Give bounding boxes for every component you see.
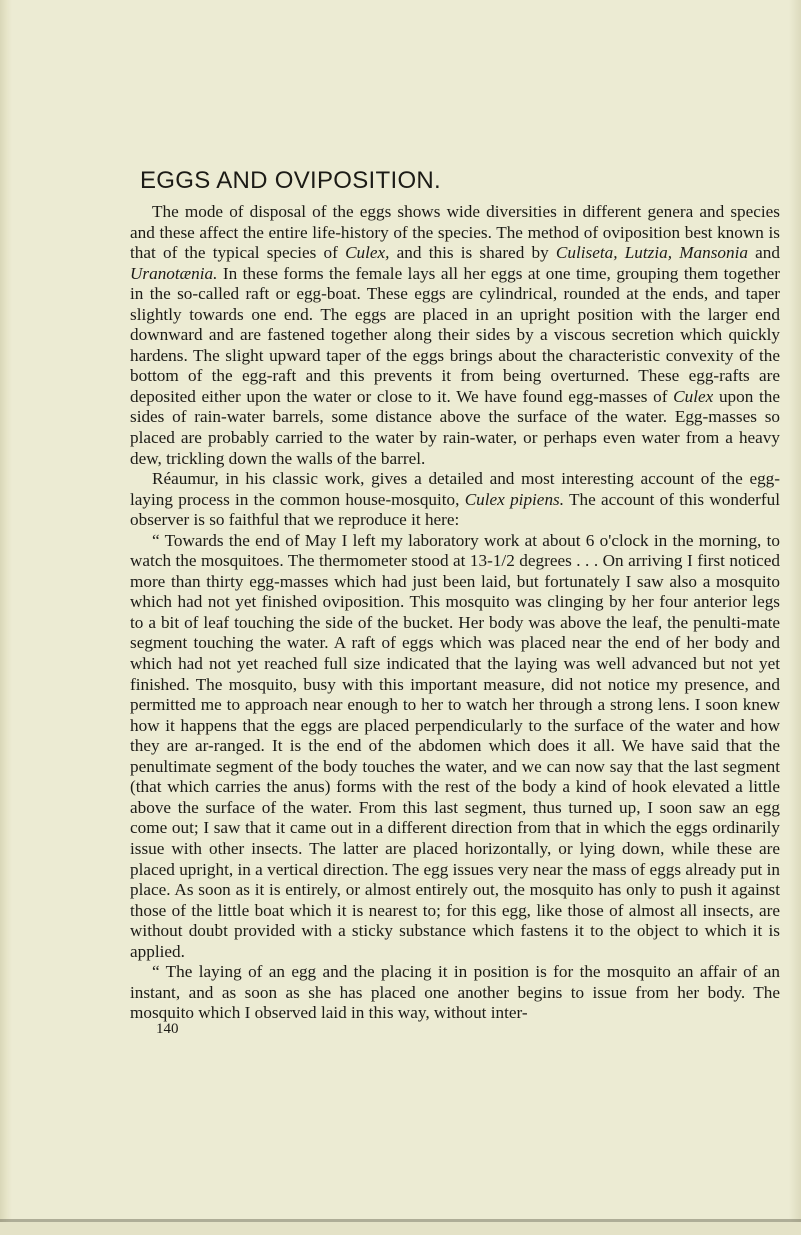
italic-term: Uranotænia. xyxy=(130,263,218,283)
italic-term: Culiseta, Lutzia, Mansonia xyxy=(555,243,748,263)
text-run: and this is shared by xyxy=(389,243,556,263)
text-run: and xyxy=(747,243,780,263)
italic-term: Culex pipiens. xyxy=(464,489,565,509)
text-run: Réaumur, in his classic work, gives a detailed and most interesting account of the egg-laying process in the common house-mosquito, xyxy=(130,469,780,509)
page-body xyxy=(130,166,780,1024)
text-run: The mode of disposal of the eggs shows wide diversities in different genera and species and these affect the entire life-history of the species. The method of oviposition best known is that of the typical species of xyxy=(130,202,780,263)
text-run: “ The laying of an egg and the placing it in position is for the mosquito an affair of an instant, and as soon as she has placed one another begins to issue from her body. The mosquito which I observed laid in this way, without inter- xyxy=(130,962,780,1023)
text-run: “ Towards the end of May I left my laboratory work at about 6 o'clock in the morning, to watch the mosquitoes. The thermometer stood at 13-1/2 degrees . . . On arriving I first noticed more than thirty egg-masses which had just been laid, but fortunately I saw also a mosquito which had not yet finished oviposition. This mosquito was clinging by her four anterior legs to a bit of leaf touching the side of the bucket. Her body was above the leaf, the penulti-mate segment touching the water. A raft of eggs which was placed near the end of her body and which had not yet reached full size indicated that the laying was well advanced but not yet finished. The mosquito, busy with this important measure, did not notice my presence, and permitted me to approach near enough to her to watch her through a strong lens. I soon knew how it happens that the eggs are placed perpendicularly to the surface of the water and how they are ar-ranged. It is the end of the abdomen which does it all. We have said that the penultimate segment of the body touches the water, and we can now say that the last segment (that which carries the anus) forms with the rest of the body a kind of hook elevated a little above the surface of the water. From this last segment, thus turned up, I soon saw an egg come out; I saw that it came out in a different direction from that in which the eggs ordinarily issue with other insects. The latter are placed horizontally, or lying down, while these are placed upright, in a vertical direction. The egg issues very near the mass of eggs already put in place. As soon as it is entirely, or almost entirely out, the mosquito has only to push it against those of the little boat which it is nearest to; for this egg, like those of almost all insects, are without doubt provided with a sticky substance which fastens it to the object to which it is applied. xyxy=(130,530,780,961)
paragraph-2 xyxy=(130,469,780,531)
italic-term: Culex, xyxy=(345,243,390,263)
text-run: The account of this wonderful observer is so faithful that we reproduce it here: xyxy=(130,489,780,530)
text-run: In these forms the female lays all her eggs at one time, grouping them together in the so-called raft or egg-boat. These eggs are cylindrical, rounded at the ends, and taper slightly towards one end. The eggs are placed in an upright position with the larger end downward and are fastened together along their sides by a viscous secretion which quickly hardens. The slight upward taper of the eggs brings about the characteristic convexity of the bottom of the egg-raft and this prevents it from being overturned. These egg-rafts are deposited either upon the water or close to it. We have found egg-masses of xyxy=(130,263,780,406)
page-edge-right xyxy=(789,0,801,1235)
italic-term: Culex xyxy=(673,386,714,406)
page-number: 140 xyxy=(156,1021,179,1037)
chapter-heading: EGGS AND OVIPOSITION. xyxy=(140,167,442,194)
text-run: upon the sides of rain-water barrels, some distance above the surface of the water. Egg-masses so placed are probably carried to the water by rain-water, or perhaps even water from a heavy dew, trickling down the walls of the barrel. xyxy=(130,386,780,468)
page-edge-left xyxy=(0,0,12,1235)
paragraph-3 xyxy=(130,531,780,962)
paragraph-4 xyxy=(130,962,780,1024)
page-bottom-strip xyxy=(0,1222,801,1235)
paragraph-1 xyxy=(130,202,780,469)
